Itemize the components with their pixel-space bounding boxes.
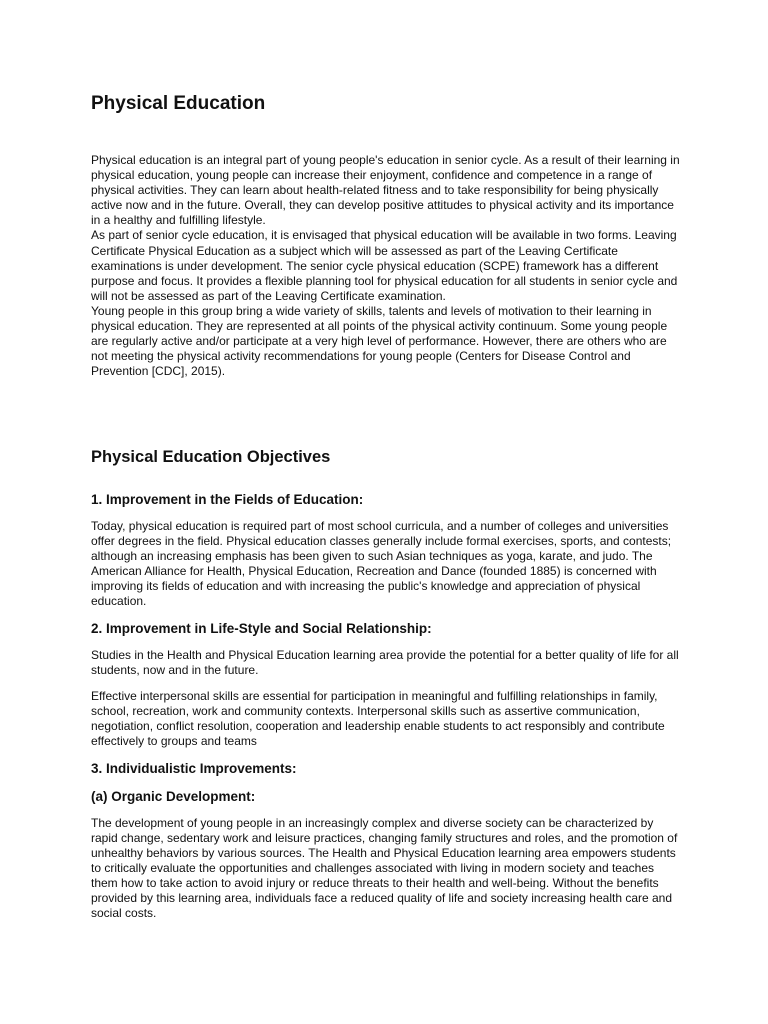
section-heading: 2. Improvement in Life-Style and Social Relationship: — [91, 621, 432, 636]
subsection-heading: (a) Organic Development: — [91, 789, 256, 804]
intro-section — [91, 153, 681, 379]
section-paragraph: Today, physical education is required part of most school curricula, and a number of colleges and universities offer degrees in the field. Physical education classes generally include formal exercises, sports, and contests; although an increasing emphasis has been given to such Asian techniques as yoga, karate, and judo. The American Alliance for Health, Physical Education, Recreation and Dance (founded 1885) is concerned with improving its fields of education and with increasing the public's knowledge and appreciation of physical education. — [91, 519, 672, 608]
intro-paragraph: Physical education is an integral part of young people's education in senior cycle. As a result of their learning in physical education, young people can increase their enjoyment, confidence and competence in a range of physical activities. They can learn about health-related fitness and to take responsibility for being physically active now and in the future. Overall, they can develop positive attitudes to physical activity and its importance in a healthy and fulfilling lifestyle. — [91, 153, 680, 228]
section-heading: 3. Individualistic Improvements: — [91, 761, 297, 776]
intro-paragraph: Young people in this group bring a wide variety of skills, talents and levels of motivation to their learning in physical education. They are represented at all points of the physical activity continuum. Some young people are regularly active and/or participate at a very high level of performance. However, there are others who are not meeting the physical activity recommendations for young people (Centers for Disease Control and Prevention [CDC], 2015). — [91, 303, 668, 379]
section-paragraph: Studies in the Health and Physical Education learning area provide the potential for a better quality of life for all students, now and in the future. — [91, 648, 679, 677]
page-title: Physical Education — [91, 93, 266, 114]
section-paragraph: The development of young people in an increasingly complex and diverse society can be characterized by rapid change, sedentary work and leisure practices, changing family structures and roles, and the promotion of unhealthy behaviors by various sources. The Health and Physical Education learning area empowers students to critically evaluate the opportunities and challenges associated with living in modern society and teaches them how to take action to avoid injury or reduce threats to their health and well-being. Without the benefits provided by this learning area, individuals face a reduced quality of life and society increasing health care and social costs. — [91, 816, 678, 920]
intro-paragraph: As part of senior cycle education, it is envisaged that physical education will be available in two forms. Leaving Certificate Physical Education as a subject which will be assessed as part of the Leaving Certificate examinations is under development. The senior cycle physical education (SCPE) framework has a different purpose and focus. It provides a flexible planning tool for physical education for all students in senior cycle and will not be assessed as part of the Leaving Certificate examination. — [91, 228, 678, 303]
section-paragraph: Effective interpersonal skills are essential for participation in meaningful and fulfilling relationships in family, school, recreation, work and community contexts. Interpersonal skills such as assertive communication, negotiation, conflict resolution, cooperation and leadership enable students to act responsibly and contribute effectively to groups and teams — [91, 689, 665, 748]
objectives-section — [91, 446, 681, 932]
objectives-heading: Physical Education Objectives — [91, 448, 331, 466]
section-heading: 1. Improvement in the Fields of Education: — [91, 492, 364, 507]
